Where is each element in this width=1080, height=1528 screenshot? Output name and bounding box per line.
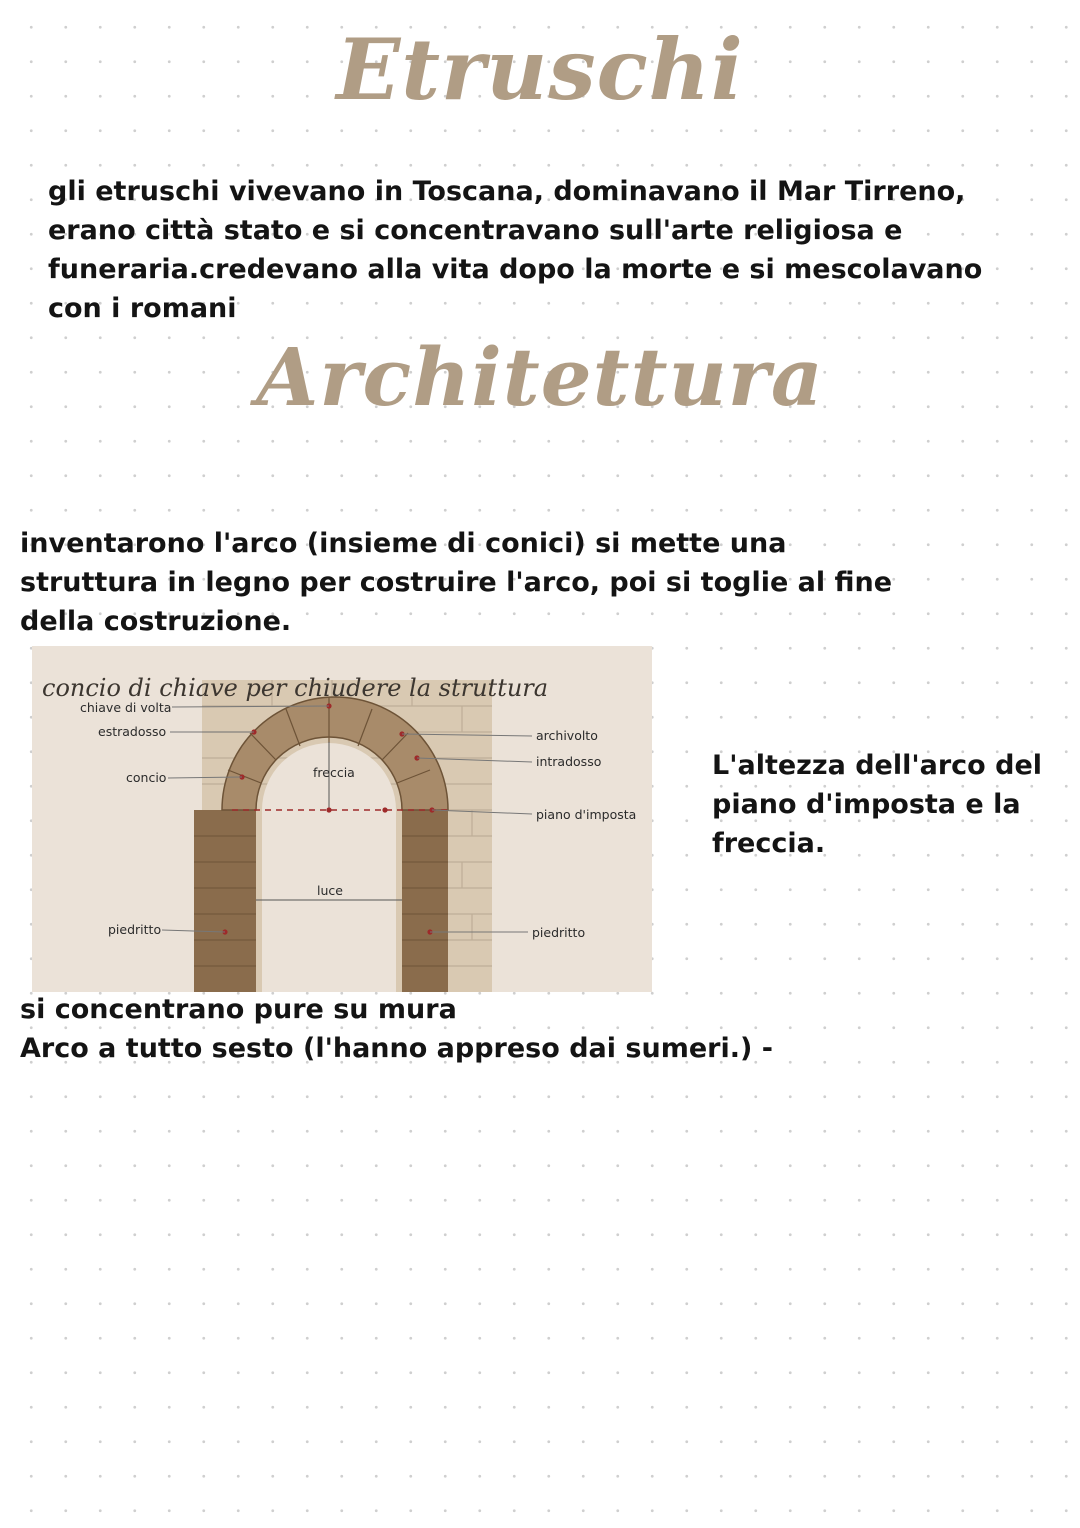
label-luce: luce [317, 883, 343, 898]
section-title: Architettura [256, 330, 824, 424]
walls-line: Arco a tutto sesto (l'hanno appreso dai sumeri.) - [20, 1033, 773, 1064]
side-note [712, 746, 1072, 863]
side-note-line: L'altezza dell'arco del [712, 750, 1043, 781]
label-freccia: freccia [313, 765, 355, 780]
intro-line: erano città stato e si concentravano sull'arte religiosa e [48, 215, 903, 246]
label-estradosso: estradosso [98, 724, 167, 739]
page-title: Etruschi [336, 20, 744, 119]
right-pier [402, 810, 448, 992]
intro-line: con i romani [48, 293, 237, 324]
walls-paragraph [20, 990, 1020, 1068]
label-intradosso: intradosso [536, 754, 602, 769]
label-concio: concio [126, 770, 167, 785]
left-pier [194, 810, 256, 992]
label-piedritto-right: piedritto [532, 925, 586, 940]
label-piano-imposta: piano d'imposta [536, 807, 637, 822]
arch-line: struttura in legno per costruire l'arco, poi si toglie al fine [20, 567, 893, 598]
label-chiave-di-volta: chiave di volta [80, 700, 172, 715]
side-note-line: freccia. [712, 828, 826, 859]
walls-line: si concentrano pure su mura [20, 994, 457, 1025]
label-archivolto: archivolto [536, 728, 598, 743]
side-note-line: piano d'imposta e la [712, 789, 1021, 820]
arch-line: inventarono l'arco (insieme di conici) si mette una [20, 528, 787, 559]
intro-line: gli etruschi vivevano in Toscana, dominavano il Mar Tirreno, [48, 176, 966, 207]
intro-paragraph [48, 172, 1068, 328]
arch-paragraph [20, 524, 1020, 641]
handwritten-note: concio di chiave per chiudere la struttura [42, 674, 549, 702]
arch-diagram [32, 646, 652, 992]
arch-line: della costruzione. [20, 606, 292, 637]
intro-line: funeraria.credevano alla vita dopo la morte e si mescolavano [48, 254, 983, 285]
label-piedritto-left: piedritto [108, 922, 162, 937]
